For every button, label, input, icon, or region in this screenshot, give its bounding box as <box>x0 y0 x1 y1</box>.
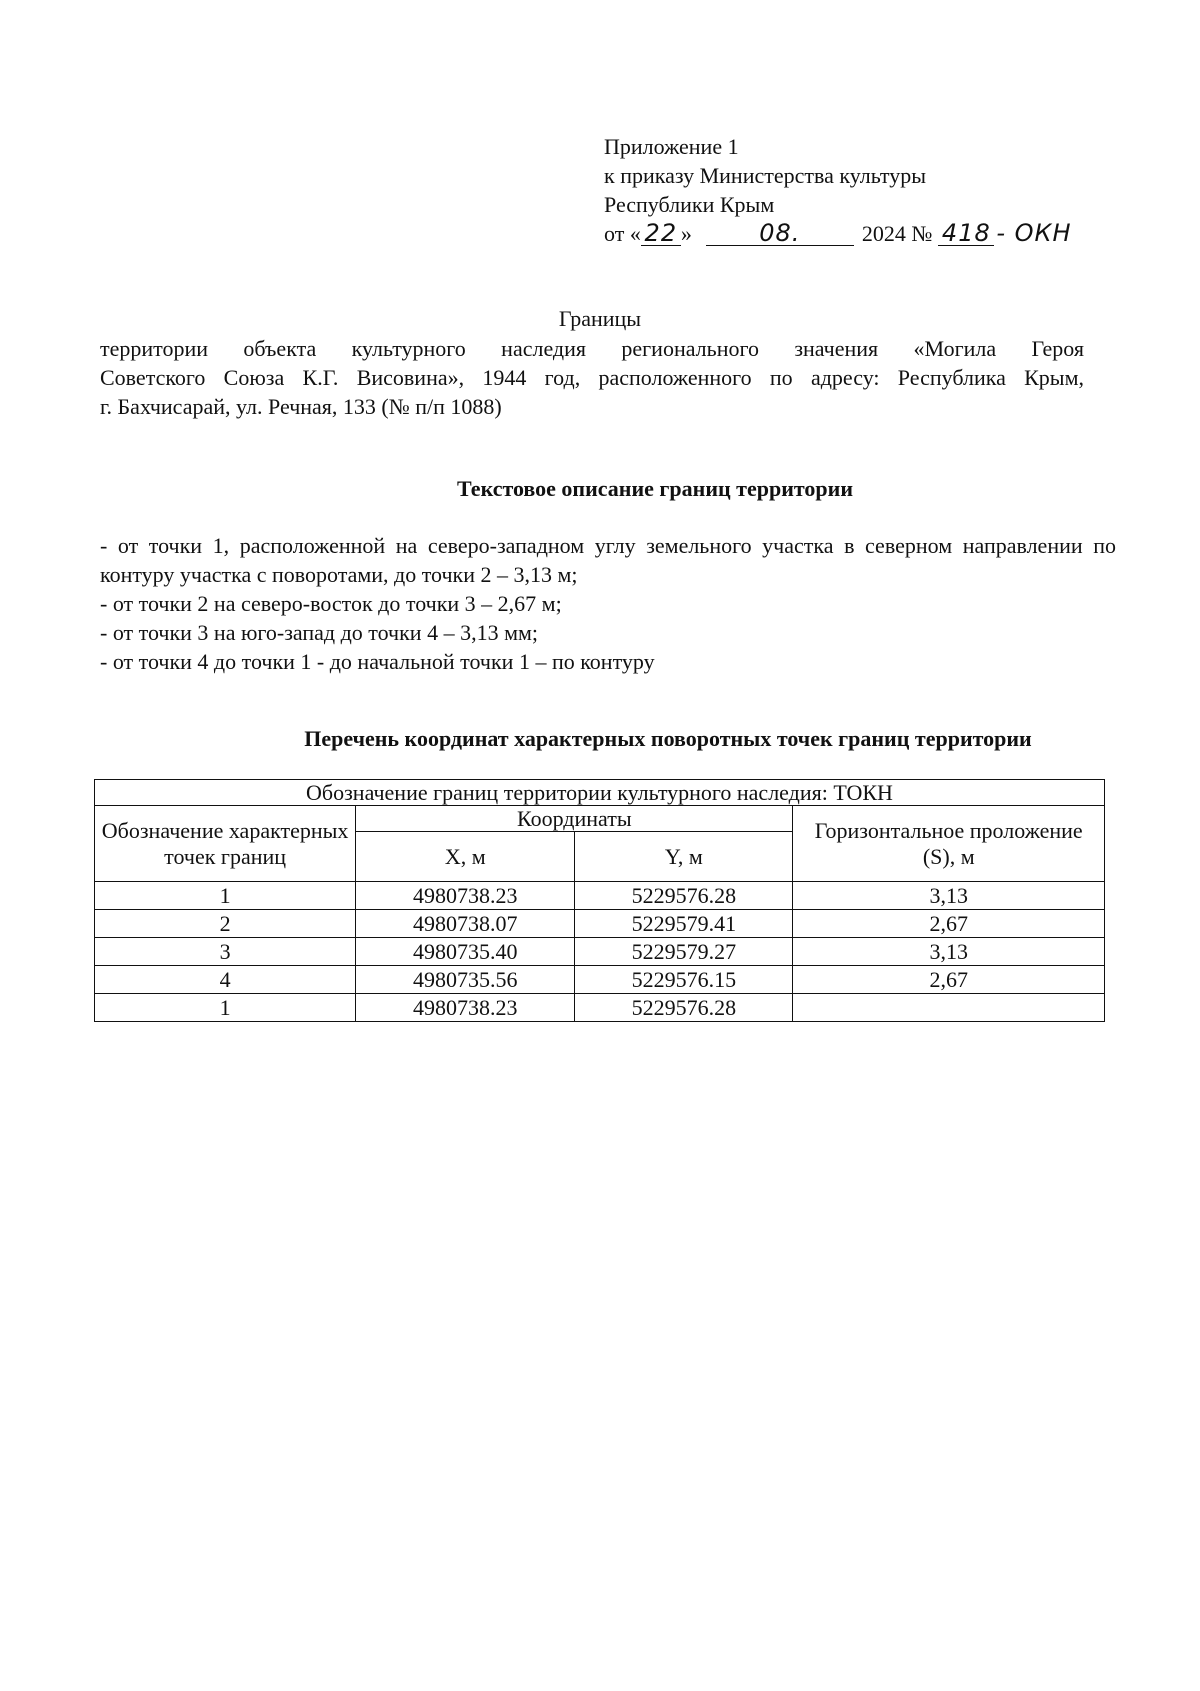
header-coordinates: Координаты <box>356 806 793 832</box>
cell-distance: 2,67 <box>793 910 1105 938</box>
description-item: - от точки 4 до точки 1 - до начальной точки 1 – по контуру <box>100 649 655 674</box>
cell-distance: 2,67 <box>793 966 1105 994</box>
handwritten-day: 22 <box>641 221 681 246</box>
annex-block <box>604 132 1072 248</box>
cell-x: 4980738.23 <box>356 994 575 1022</box>
annex-title: Приложение 1 <box>604 134 739 159</box>
header-x: X, м <box>356 832 575 882</box>
handwritten-order-suffix: - ОКН <box>996 219 1072 247</box>
table-row <box>95 938 1105 966</box>
table-row <box>95 994 1105 1022</box>
annex-order-ref: к приказу Министерства культуры <box>604 163 927 188</box>
boundaries-heading: Границы <box>558 306 642 331</box>
intro-line-2: Советского Союза К.Г. Висовина», 1944 год, расположенного по адресу: Республика Крым, <box>100 365 1084 390</box>
cell-y: 5229576.28 <box>575 994 793 1022</box>
handwritten-order-number: 418 <box>938 221 994 246</box>
cell-point: 1 <box>95 994 356 1022</box>
table-caption: Обозначение границ территории культурного наследия: ТОКН <box>95 780 1105 806</box>
text-description-title: Текстовое описание границ территории <box>456 476 854 501</box>
table-row <box>95 882 1105 910</box>
boundary-description-list <box>100 531 1116 676</box>
handwritten-month: 08. <box>706 221 854 246</box>
header-horizontal-distance: Горизонтальное проложение (S), м <box>793 806 1105 882</box>
cell-point: 1 <box>95 882 356 910</box>
intro-line-1: территории объекта культурного наследия регионального значения «Могила Героя <box>100 336 1084 361</box>
description-item: - от точки 2 на северо-восток до точки 3 – 2,67 м; <box>100 591 562 616</box>
cell-point: 3 <box>95 938 356 966</box>
header-y: Y, м <box>575 832 793 882</box>
cell-point: 2 <box>95 910 356 938</box>
cell-y: 5229576.28 <box>575 882 793 910</box>
year-number-label: 2024 № <box>861 221 933 246</box>
intro-line-3: г. Бахчисарай, ул. Речная, 133 (№ п/п 1088) <box>100 394 502 419</box>
annex-republic: Республики Крым <box>604 192 775 217</box>
cell-distance <box>793 994 1105 1022</box>
date-close: » <box>680 221 692 246</box>
description-item: - от точки 1, расположенной на северо-западном углу земельного участка в северном направлении по контуру участка с поворотами, до точки 2 – 3,13 м; <box>100 533 1116 587</box>
annex-date-line <box>604 219 1072 248</box>
cell-x: 4980735.56 <box>356 966 575 994</box>
cell-distance: 3,13 <box>793 938 1105 966</box>
cell-x: 4980735.40 <box>356 938 575 966</box>
object-description <box>100 334 1084 421</box>
cell-y: 5229579.41 <box>575 910 793 938</box>
header-point-designation: Обозначение характерных точек границ <box>95 806 356 882</box>
cell-point: 4 <box>95 966 356 994</box>
cell-distance: 3,13 <box>793 882 1105 910</box>
date-prefix: от « <box>604 221 641 246</box>
coordinates-list-title: Перечень координат характерных поворотных точек границ территории <box>304 726 1032 751</box>
table-row <box>95 910 1105 938</box>
cell-y: 5229576.15 <box>575 966 793 994</box>
table-row <box>95 966 1105 994</box>
cell-x: 4980738.23 <box>356 882 575 910</box>
cell-x: 4980738.07 <box>356 910 575 938</box>
description-item: - от точки 3 на юго-запад до точки 4 – 3,13 мм; <box>100 620 539 645</box>
coordinates-table <box>94 779 1105 1022</box>
cell-y: 5229579.27 <box>575 938 793 966</box>
